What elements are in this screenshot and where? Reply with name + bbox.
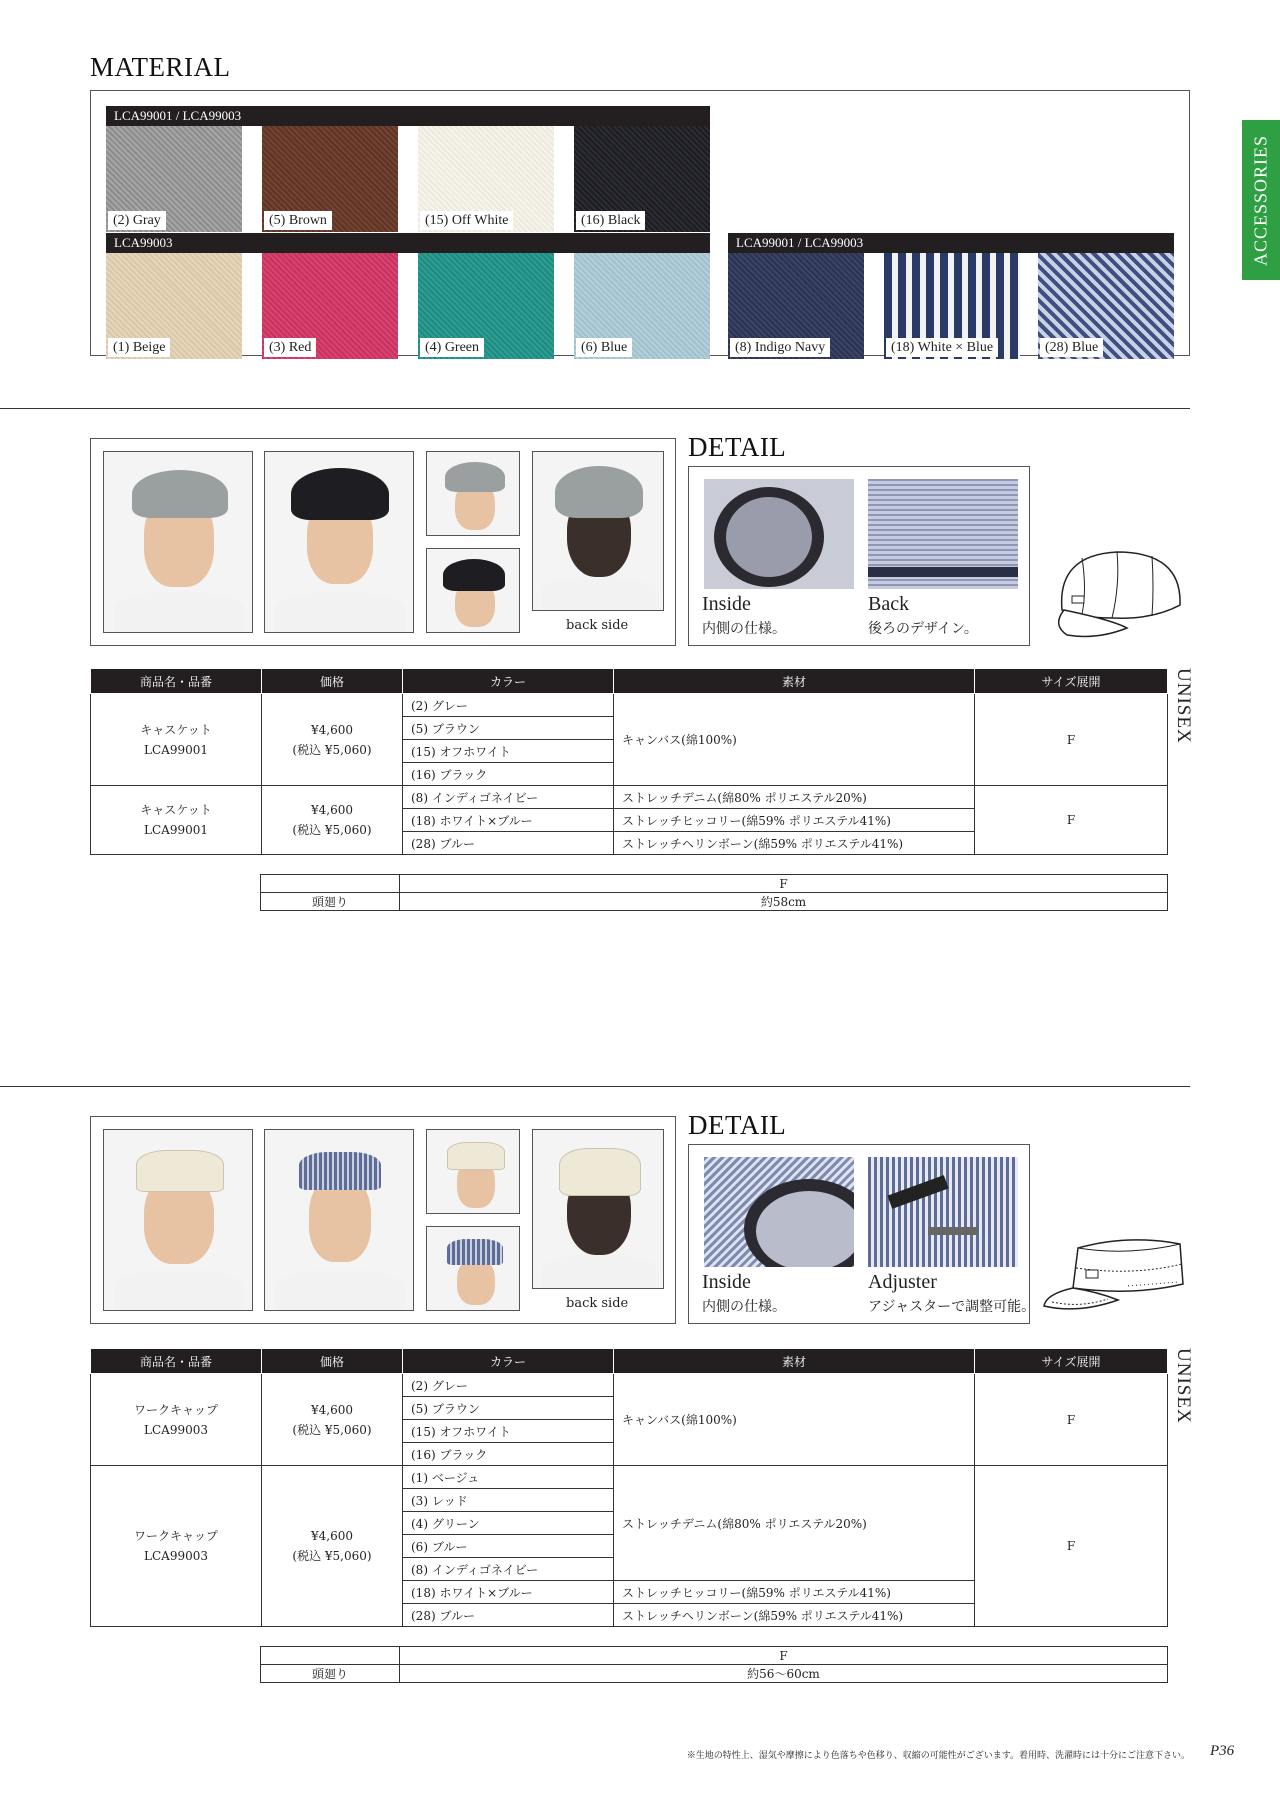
color-cell: (15) オフホワイト xyxy=(403,1420,614,1443)
size-cell: F xyxy=(975,786,1168,855)
header-price: 価格 xyxy=(262,669,403,694)
fabric-swatch xyxy=(884,253,1020,359)
swatch-label: (6) Blue xyxy=(576,338,632,357)
color-cell: (5) ブラウン xyxy=(403,717,614,740)
color-cell: (4) グリーン xyxy=(403,1512,614,1535)
product-code: LCA99003 xyxy=(144,1422,208,1437)
swatch-label: (3) Red xyxy=(264,338,316,357)
price: ¥4,600 xyxy=(311,1402,353,1417)
color-cell: (6) ブルー xyxy=(403,1535,614,1558)
product-code: LCA99001 xyxy=(144,742,208,757)
detail-photo-inside xyxy=(704,479,854,589)
fabric-group-label: LCA99003 xyxy=(106,233,710,253)
product-name-cell xyxy=(91,1466,262,1627)
size-row-value: 約56〜60cm xyxy=(400,1665,1168,1683)
size-cell: F xyxy=(975,1466,1168,1627)
product-name: キャスケット xyxy=(140,803,212,817)
model-photo xyxy=(264,1129,414,1311)
header-material: 素材 xyxy=(614,1349,975,1374)
color-cell: (15) オフホワイト xyxy=(403,740,614,763)
size-row-value: 約58cm xyxy=(400,893,1168,911)
fabric-group-label: LCA99001 / LCA99003 xyxy=(106,106,710,126)
color-cell: (3) レッド xyxy=(403,1489,614,1512)
material-cell: ストレッチヘリンボーン(綿59% ポリエステル41%) xyxy=(614,1604,975,1627)
product-name-cell xyxy=(91,694,262,786)
swatch-label: (1) Beige xyxy=(108,338,170,357)
product-code: LCA99003 xyxy=(144,1549,208,1563)
detail-title: DETAIL xyxy=(688,432,787,462)
swatch-label: (8) Indigo Navy xyxy=(730,338,830,357)
product-code: LCA99001 xyxy=(144,823,208,837)
detail-photo-inside xyxy=(704,1157,854,1267)
fabric-swatch xyxy=(574,126,710,232)
header-name: 商品名・品番 xyxy=(91,1349,262,1374)
section-divider xyxy=(0,408,1190,409)
price-tax: (税込 ¥5,060) xyxy=(292,823,372,837)
color-cell: (5) ブラウン xyxy=(403,1397,614,1420)
price: ¥4,600 xyxy=(311,1529,353,1543)
model-photo xyxy=(103,1129,253,1311)
price-tax: (税込 ¥5,060) xyxy=(292,742,372,757)
color-cell: (2) グレー xyxy=(403,1374,614,1397)
color-cell: (28) ブルー xyxy=(403,832,614,855)
model-photo-back xyxy=(532,1129,664,1289)
color-cell: (8) インディゴネイビー xyxy=(403,786,614,809)
model-photo-back xyxy=(532,451,664,611)
material-cell: ストレッチヒッコリー(綿59% ポリエステル41%) xyxy=(614,1581,975,1604)
work-cap-drawing xyxy=(1038,1226,1190,1326)
detail-photo-adjuster xyxy=(868,1157,1018,1267)
material-cell: キャンバス(綿100%) xyxy=(614,694,975,786)
color-cell: (28) ブルー xyxy=(403,1604,614,1627)
swatch-label: (5) Brown xyxy=(264,211,332,230)
material-cell: ストレッチヘリンボーン(綿59% ポリエステル41%) xyxy=(614,832,975,855)
fabric-swatch xyxy=(1038,253,1174,359)
unisex-label: UNISEX xyxy=(1173,1348,1194,1424)
color-cell: (18) ホワイト×ブルー xyxy=(403,1581,614,1604)
fabric-swatch xyxy=(262,253,398,359)
detail-caption-title: Adjuster xyxy=(868,1271,937,1293)
product-table xyxy=(90,1348,1168,1627)
header-name: 商品名・品番 xyxy=(91,669,262,694)
detail-caption-title: Inside xyxy=(702,593,751,615)
size-row-label: 頭廻り xyxy=(261,1665,400,1683)
product-name: ワークキャップ xyxy=(133,1402,218,1417)
detail-caption-sub: アジャスターで調整可能。 xyxy=(868,1299,1036,1315)
price-cell xyxy=(262,1374,403,1466)
color-cell: (8) インディゴネイビー xyxy=(403,1558,614,1581)
model-photo xyxy=(264,451,414,633)
swatch-label: (4) Green xyxy=(420,338,484,357)
product-name-cell xyxy=(91,786,262,855)
size-cell: F xyxy=(975,1374,1168,1466)
size-header: F xyxy=(400,1647,1168,1665)
fabric-swatch xyxy=(418,126,554,232)
material-title: MATERIAL xyxy=(90,52,231,82)
price-tax: (税込 ¥5,060) xyxy=(292,1549,372,1563)
fabric-swatch xyxy=(262,126,398,232)
fabric-swatch xyxy=(418,253,554,359)
model-photo xyxy=(426,548,520,633)
material-cell: ストレッチデニム(綿80% ポリエステル20%) xyxy=(614,786,975,809)
price-cell xyxy=(262,1466,403,1627)
swatch-label: (16) Black xyxy=(576,211,645,230)
header-price: 価格 xyxy=(262,1349,403,1374)
size-table xyxy=(260,874,1168,911)
header-material: 素材 xyxy=(614,669,975,694)
unisex-label: UNISEX xyxy=(1173,668,1194,744)
model-photo xyxy=(426,451,520,536)
swatch-label: (28) Blue xyxy=(1040,338,1103,357)
detail-caption-sub: 内側の仕様。 xyxy=(702,1299,786,1315)
price-cell xyxy=(262,694,403,786)
color-cell: (2) グレー xyxy=(403,694,614,717)
size-table xyxy=(260,1646,1168,1683)
header-size: サイズ展開 xyxy=(975,669,1168,694)
swatch-label: (2) Gray xyxy=(108,211,166,230)
header-size: サイズ展開 xyxy=(975,1349,1168,1374)
back-side-caption: back side xyxy=(566,1296,629,1311)
model-photo xyxy=(426,1129,520,1214)
detail-title: DETAIL xyxy=(688,1110,787,1140)
back-side-caption: back side xyxy=(566,618,629,633)
color-cell: (16) ブラック xyxy=(403,1443,614,1466)
price-tax: (税込 ¥5,060) xyxy=(292,1422,372,1437)
size-row-label: 頭廻り xyxy=(261,893,400,911)
fabric-group-label: LCA99001 / LCA99003 xyxy=(728,233,1174,253)
casquette-drawing xyxy=(1042,540,1192,645)
color-cell: (1) ベージュ xyxy=(403,1466,614,1489)
product-name: ワークキャップ xyxy=(133,1529,218,1543)
header-color: カラー xyxy=(403,669,614,694)
fabric-swatch xyxy=(106,126,242,232)
fabric-swatch xyxy=(728,253,864,359)
fabric-swatch xyxy=(106,253,242,359)
detail-caption-title: Back xyxy=(868,593,910,615)
size-header: F xyxy=(400,875,1168,893)
detail-caption-sub: 後ろのデザイン。 xyxy=(868,621,978,637)
section-tab-accessories: ACCESSORIES xyxy=(1242,120,1280,280)
swatch-label: (15) Off White xyxy=(420,211,513,230)
detail-caption-title: Inside xyxy=(702,1271,751,1293)
product-table xyxy=(90,668,1168,855)
product-name-cell xyxy=(91,1374,262,1466)
product-name: キャスケット xyxy=(140,722,212,737)
page-number: P36 xyxy=(1210,1743,1235,1759)
price: ¥4,600 xyxy=(311,722,353,737)
model-photo xyxy=(426,1226,520,1311)
section-divider xyxy=(0,1086,1190,1087)
model-photo xyxy=(103,451,253,633)
size-cell: F xyxy=(975,694,1168,786)
material-cell: キャンバス(綿100%) xyxy=(614,1374,975,1466)
price: ¥4,600 xyxy=(311,803,353,817)
detail-caption-sub: 内側の仕様。 xyxy=(702,621,786,637)
footer-note: ※生地の特性上、湿気や摩擦により色落ちや色移り、収縮の可能性がございます。着用時、洗濯時には十分にご注意下さい。 xyxy=(686,1751,1190,1761)
detail-photo-back xyxy=(868,479,1018,589)
swatch-label: (18) White × Blue xyxy=(886,338,998,357)
material-cell: ストレッチヒッコリー(綿59% ポリエステル41%) xyxy=(614,809,975,832)
color-cell: (18) ホワイト×ブルー xyxy=(403,809,614,832)
fabric-swatch xyxy=(574,253,710,359)
color-cell: (16) ブラック xyxy=(403,763,614,786)
material-cell: ストレッチデニム(綿80% ポリエステル20%) xyxy=(614,1466,975,1581)
header-color: カラー xyxy=(403,1349,614,1374)
price-cell xyxy=(262,786,403,855)
